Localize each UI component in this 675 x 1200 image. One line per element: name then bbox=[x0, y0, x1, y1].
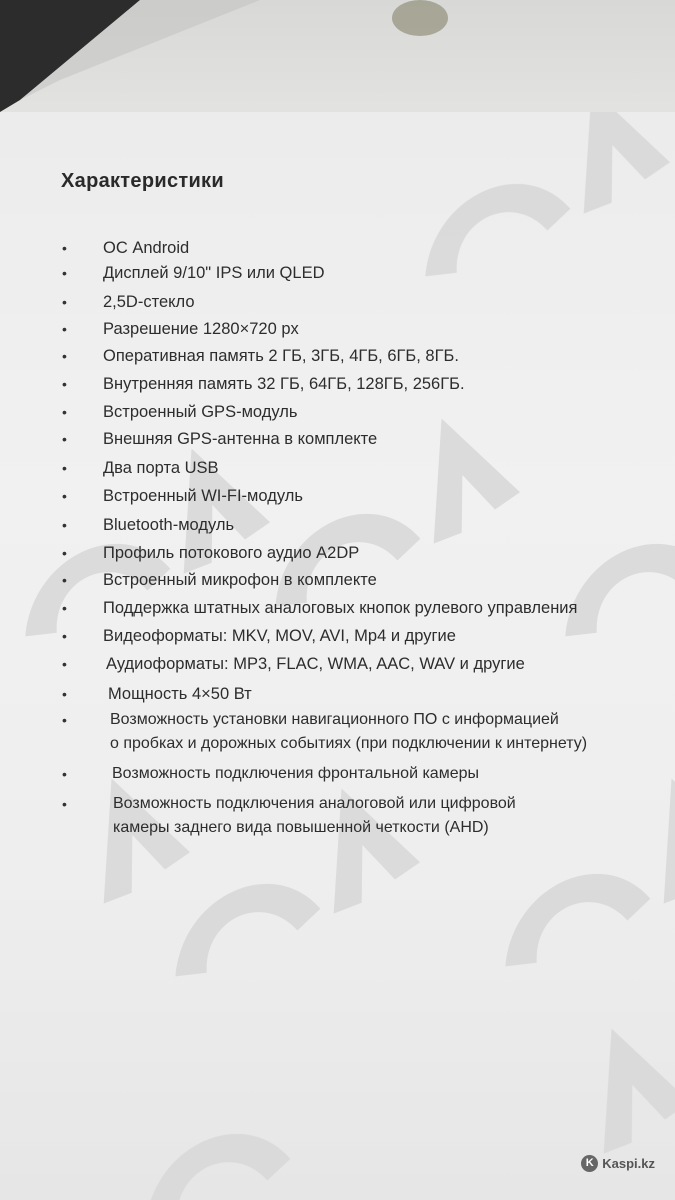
source-badge-label: Kaspi.kz bbox=[602, 1156, 655, 1171]
source-badge bbox=[581, 1155, 655, 1172]
page-title: Характеристики bbox=[61, 170, 224, 192]
spec-sheet: Характеристики • ОС Android • Дисплей 9/10" IPS или QLED • 2,5D-стекло • Разрешение 1280×720 px • Оперативная память 2 ГБ, 3ГБ, 4ГБ, 6ГБ, 8ГБ. • Внутренняя память 32 ГБ, 64ГБ, 128ГБ, 256ГБ. • Встроенный GPS-модуль • Внешняя GPS-антенна в комплекте • Два порта USB • Встроенный WI-FI-модуль • Bluetooth-модуль • Профиль потокового аудио A2DP • Встроенный микрофон в комплекте • Поддержка штатных аналоговых кнопок рулевого управления • Видеоформаты: MKV, MOV, AVI, Mp4 и другие • Аудиоформаты: MP3, FLAC, WMA, AAC, WAV и другие • Мощность 4×50 Вт • Возможность установки навигационного ПО с информацией о пробках и дорожных событиях (при подключении к интернету) • Возможность подключения фронтальной камеры • Возможность подключения аналоговой или цифровой камеры заднего вида повышенной четкости (AHD) K Kaspi.kz bbox=[0, 112, 675, 1200]
kaspi-logo-icon: K bbox=[581, 1155, 598, 1172]
dark-object-corner bbox=[0, 0, 675, 120]
